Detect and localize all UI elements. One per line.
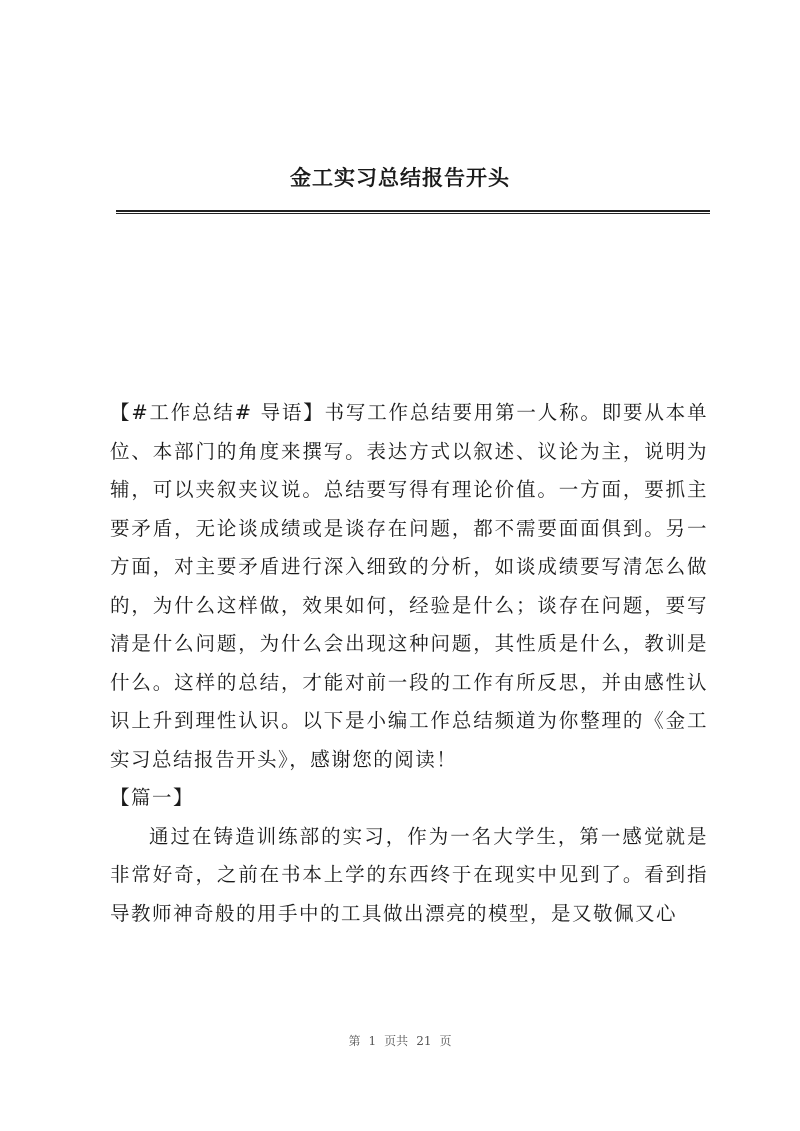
page-footer [0, 1032, 800, 1050]
footer-total-pages: 21 [416, 1034, 432, 1048]
document-body [110, 394, 708, 933]
section-heading: 【篇一】 [110, 786, 195, 809]
document-title: 金工实习总结报告开头 [290, 165, 510, 190]
intro-paragraph: 【#工作总结# 导语】书写工作总结要用第一人称。即要从本单位、本部门的角度来撰写。表达方式以叙述、议论为主，说明为辅，可以夹叙夹议说。总结要写得有理论价值。一方面，要抓主要矛盾，无论谈成绩或是谈存在问题，都不需要面面俱到。另一方面，对主要矛盾进行深入细致的分析，如谈成绩要写清怎么做的，为什么这样做，效果如何，经验是什么；谈存在问题，要写清是什么问题，为什么会出现这种问题，其性质是什么，教训是什么。这样的总结，才能对前一段的工作有所反思，并由感性认识上升到理性认识。以下是小编工作总结频道为你整理的《金工实习总结报告开头》，感谢您的阅读！ [110, 401, 708, 771]
footer-label-pages: 页 [439, 1034, 452, 1048]
footer-current-page: 1 [368, 1034, 377, 1048]
section-paragraph: 通过在铸造训练部的实习，作为一名大学生，第一感觉就是非常好奇，之前在书本上学的东西终于在现实中见到了。看到指导教师神奇般的用手中的工具做出漂亮的模型，是又敬佩又心 [110, 824, 708, 925]
footer-label-of: 页共 [384, 1034, 409, 1048]
footer-label-page: 第 [348, 1034, 361, 1048]
title-divider [116, 210, 710, 214]
